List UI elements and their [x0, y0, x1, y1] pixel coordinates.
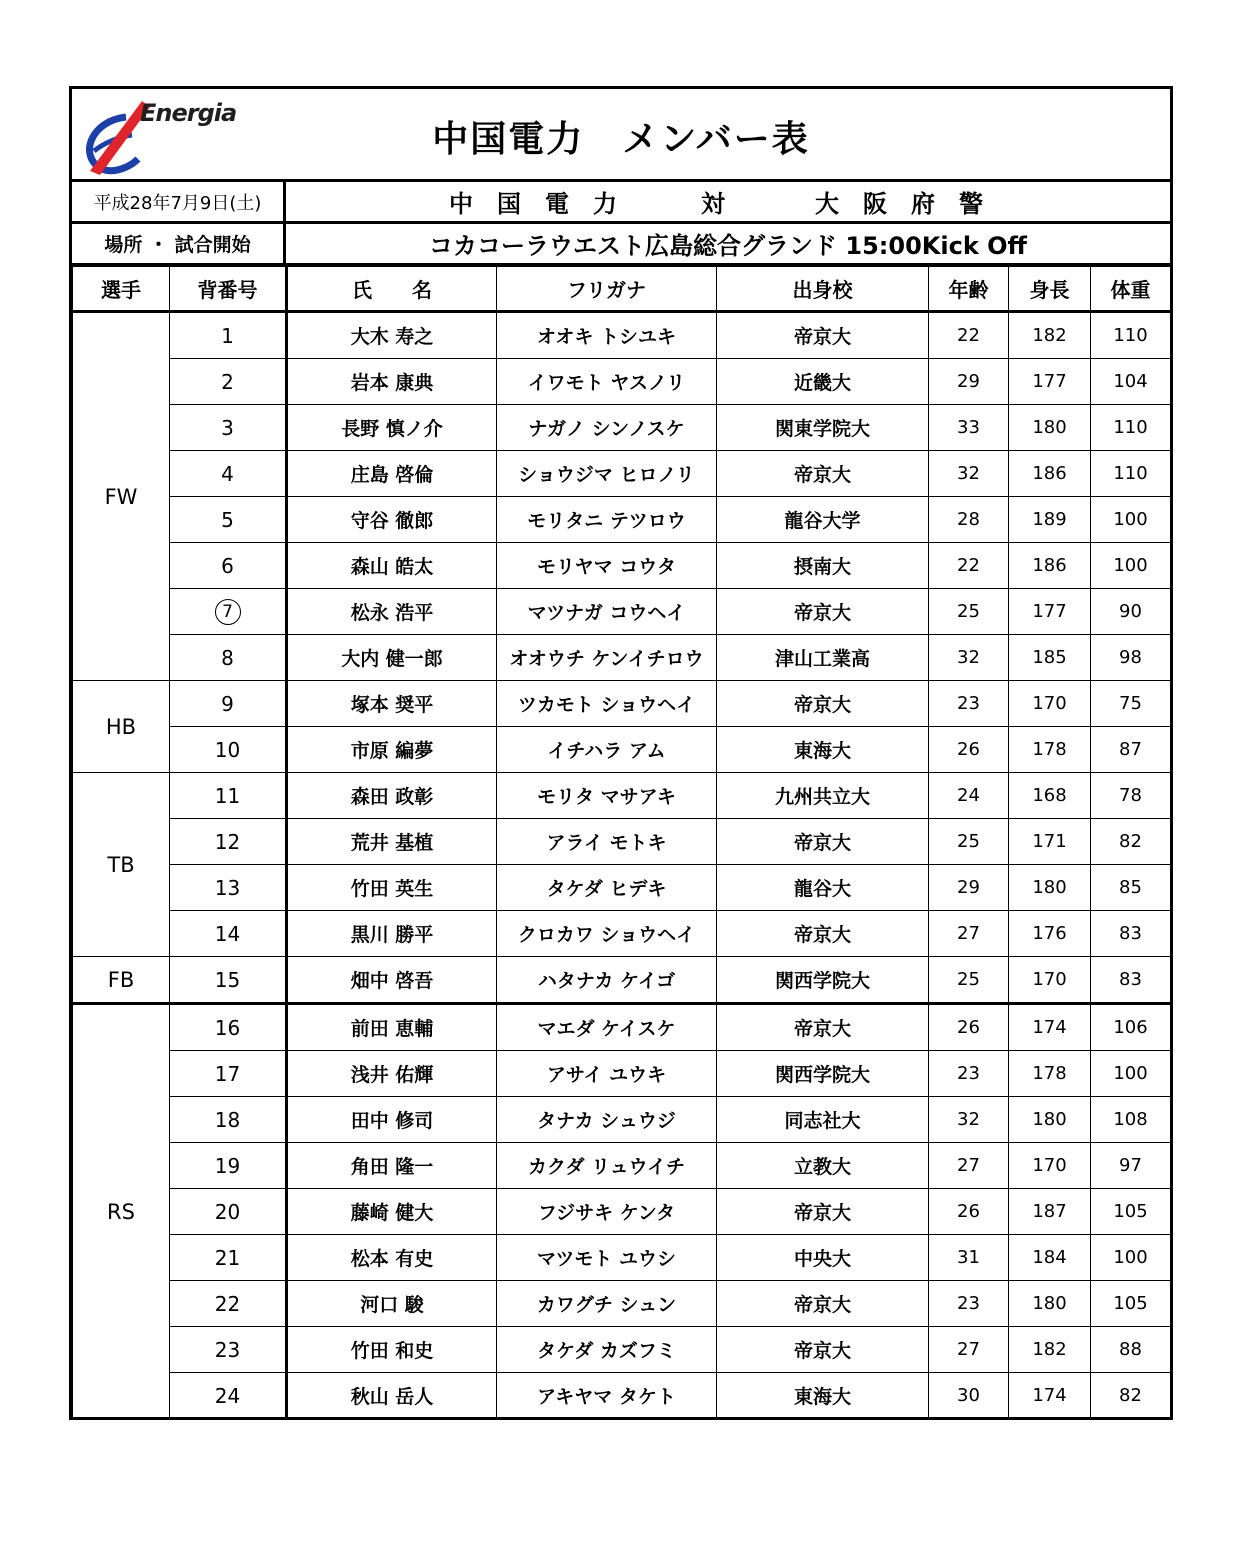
age-cell: 32	[929, 1097, 1009, 1143]
player-kana-cell: イワモト ヤスノリ	[497, 359, 717, 405]
table-row	[73, 359, 1171, 405]
weight-cell: 106	[1091, 1004, 1171, 1051]
school-cell: 龍谷大学	[717, 497, 929, 543]
jersey-number-cell: 8	[170, 635, 287, 681]
jersey-number-cell: 22	[170, 1281, 287, 1327]
player-kana-cell: ハタナカ ケイゴ	[497, 957, 717, 1004]
col-weight: 体重	[1091, 267, 1171, 312]
age-cell: 27	[929, 1327, 1009, 1373]
weight-cell: 83	[1091, 957, 1171, 1004]
player-name-cell: 塚本 奨平	[287, 681, 497, 727]
player-name-cell: 岩本 康典	[287, 359, 497, 405]
weight-cell: 98	[1091, 635, 1171, 681]
player-name-cell: 藤崎 健大	[287, 1189, 497, 1235]
age-cell: 23	[929, 681, 1009, 727]
height-cell: 177	[1009, 359, 1091, 405]
age-cell: 25	[929, 819, 1009, 865]
jersey-number-cell: 23	[170, 1327, 287, 1373]
player-kana-cell: カワグチ シュン	[497, 1281, 717, 1327]
col-position: 選手	[73, 267, 170, 312]
table-row	[73, 865, 1171, 911]
player-kana-cell: マエダ ケイスケ	[497, 1004, 717, 1051]
table-row	[73, 543, 1171, 589]
jersey-number-cell: 16	[170, 1004, 287, 1051]
school-cell: 帝京大	[717, 312, 929, 359]
table-row	[73, 1235, 1171, 1281]
jersey-number-cell: 6	[170, 543, 287, 589]
table-row	[73, 773, 1171, 819]
player-name-cell: 森山 皓太	[287, 543, 497, 589]
position-cell: TB	[73, 773, 170, 957]
player-name-cell: 松永 浩平	[287, 589, 497, 635]
school-cell: 東海大	[717, 727, 929, 773]
page-title: 中国電力 メンバー表	[432, 119, 810, 160]
player-kana-cell: ショウジマ ヒロノリ	[497, 451, 717, 497]
away-team: 大阪府警	[815, 190, 1007, 218]
weight-cell: 100	[1091, 1235, 1171, 1281]
player-kana-cell: アライ モトキ	[497, 819, 717, 865]
logo-text: Energia	[140, 99, 237, 127]
table-row	[73, 957, 1171, 1004]
school-cell: 龍谷大	[717, 865, 929, 911]
height-cell: 185	[1009, 635, 1091, 681]
position-cell: HB	[73, 681, 170, 773]
player-kana-cell: タケダ ヒデキ	[497, 865, 717, 911]
weight-cell: 104	[1091, 359, 1171, 405]
col-school: 出身校	[717, 267, 929, 312]
title-row	[72, 89, 1170, 182]
school-cell: 東海大	[717, 1373, 929, 1419]
school-cell: 関東学院大	[717, 405, 929, 451]
player-name-cell: 市原 編夢	[287, 727, 497, 773]
age-cell: 26	[929, 727, 1009, 773]
height-cell: 189	[1009, 497, 1091, 543]
player-name-cell: 荒井 基植	[287, 819, 497, 865]
weight-cell: 110	[1091, 451, 1171, 497]
player-name-cell: 黒川 勝平	[287, 911, 497, 957]
player-name-cell: 河口 駿	[287, 1281, 497, 1327]
age-cell: 32	[929, 635, 1009, 681]
versus-label: 対	[701, 190, 725, 218]
jersey-number-cell: 12	[170, 819, 287, 865]
weight-cell: 90	[1091, 589, 1171, 635]
player-name-cell: 角田 隆一	[287, 1143, 497, 1189]
age-cell: 28	[929, 497, 1009, 543]
roster-table	[72, 266, 1171, 1419]
table-row	[73, 451, 1171, 497]
jersey-number-cell: 4	[170, 451, 287, 497]
position-cell: FB	[73, 957, 170, 1004]
jersey-number-cell: 2	[170, 359, 287, 405]
weight-cell: 108	[1091, 1097, 1171, 1143]
age-cell: 25	[929, 957, 1009, 1004]
height-cell: 171	[1009, 819, 1091, 865]
col-number: 背番号	[170, 267, 287, 312]
age-cell: 33	[929, 405, 1009, 451]
venue-row	[72, 224, 1170, 266]
school-cell: 帝京大	[717, 1004, 929, 1051]
height-cell: 170	[1009, 1143, 1091, 1189]
player-name-cell: 秋山 岳人	[287, 1373, 497, 1419]
age-cell: 25	[929, 589, 1009, 635]
player-kana-cell: モリタニ テツロウ	[497, 497, 717, 543]
age-cell: 22	[929, 312, 1009, 359]
venue-label: 場所 ・ 試合開始	[72, 224, 286, 263]
school-cell: 帝京大	[717, 451, 929, 497]
age-cell: 31	[929, 1235, 1009, 1281]
age-cell: 29	[929, 359, 1009, 405]
player-kana-cell: ツカモト ショウヘイ	[497, 681, 717, 727]
player-name-cell: 庄島 啓倫	[287, 451, 497, 497]
jersey-number-cell: 21	[170, 1235, 287, 1281]
player-kana-cell: クロカワ ショウヘイ	[497, 911, 717, 957]
jersey-number-cell: 17	[170, 1051, 287, 1097]
roster-body	[73, 312, 1171, 1419]
school-cell: 同志社大	[717, 1097, 929, 1143]
school-cell: 帝京大	[717, 681, 929, 727]
weight-cell: 82	[1091, 819, 1171, 865]
table-row	[73, 589, 1171, 635]
school-cell: 帝京大	[717, 589, 929, 635]
jersey-number-cell: 3	[170, 405, 287, 451]
table-row	[73, 312, 1171, 359]
player-kana-cell: アキヤマ タケト	[497, 1373, 717, 1419]
school-cell: 摂南大	[717, 543, 929, 589]
school-cell: 関西学院大	[717, 1051, 929, 1097]
jersey-number-cell: 13	[170, 865, 287, 911]
school-cell: 立教大	[717, 1143, 929, 1189]
weight-cell: 97	[1091, 1143, 1171, 1189]
player-name-cell: 畑中 啓吾	[287, 957, 497, 1004]
player-kana-cell: モリヤマ コウタ	[497, 543, 717, 589]
jersey-number-cell: 1	[170, 312, 287, 359]
player-name-cell: 竹田 和史	[287, 1327, 497, 1373]
weight-cell: 87	[1091, 727, 1171, 773]
age-cell: 26	[929, 1189, 1009, 1235]
height-cell: 180	[1009, 1097, 1091, 1143]
player-kana-cell: フジサキ ケンタ	[497, 1189, 717, 1235]
table-row	[73, 681, 1171, 727]
table-row	[73, 1051, 1171, 1097]
height-cell: 176	[1009, 911, 1091, 957]
school-cell: 帝京大	[717, 911, 929, 957]
venue-value: コカコーラウエスト広島総合グランド 15:00Kick Off	[429, 232, 1027, 260]
weight-cell: 105	[1091, 1189, 1171, 1235]
weight-cell: 82	[1091, 1373, 1171, 1419]
height-cell: 184	[1009, 1235, 1091, 1281]
player-kana-cell: オオウチ ケンイチロウ	[497, 635, 717, 681]
height-cell: 178	[1009, 727, 1091, 773]
weight-cell: 88	[1091, 1327, 1171, 1373]
height-cell: 174	[1009, 1004, 1091, 1051]
player-kana-cell: タナカ シュウジ	[497, 1097, 717, 1143]
height-cell: 180	[1009, 1281, 1091, 1327]
age-cell: 22	[929, 543, 1009, 589]
player-name-cell: 大内 健一郎	[287, 635, 497, 681]
player-name-cell: 田中 修司	[287, 1097, 497, 1143]
height-cell: 180	[1009, 865, 1091, 911]
height-cell: 186	[1009, 451, 1091, 497]
player-kana-cell: モリタ マサアキ	[497, 773, 717, 819]
table-row	[73, 405, 1171, 451]
table-row	[73, 911, 1171, 957]
home-team: 中国電力	[449, 190, 641, 218]
match-row	[72, 182, 1170, 224]
table-row	[73, 819, 1171, 865]
jersey-number-cell	[170, 589, 287, 635]
weight-cell: 100	[1091, 1051, 1171, 1097]
school-cell: 帝京大	[717, 819, 929, 865]
jersey-number-cell: 20	[170, 1189, 287, 1235]
jersey-number-cell: 11	[170, 773, 287, 819]
weight-cell: 100	[1091, 497, 1171, 543]
height-cell: 170	[1009, 681, 1091, 727]
table-row	[73, 1004, 1171, 1051]
height-cell: 177	[1009, 589, 1091, 635]
age-cell: 23	[929, 1051, 1009, 1097]
jersey-number-cell: 14	[170, 911, 287, 957]
school-cell: 津山工業高	[717, 635, 929, 681]
table-row	[73, 497, 1171, 543]
age-cell: 30	[929, 1373, 1009, 1419]
col-kana: フリガナ	[497, 267, 717, 312]
age-cell: 23	[929, 1281, 1009, 1327]
table-header-row	[73, 267, 1171, 312]
height-cell: 180	[1009, 405, 1091, 451]
age-cell: 29	[929, 865, 1009, 911]
table-row	[73, 1097, 1171, 1143]
player-kana-cell: アサイ ユウキ	[497, 1051, 717, 1097]
jersey-number-cell: 9	[170, 681, 287, 727]
player-kana-cell: マツモト ユウシ	[497, 1235, 717, 1281]
col-height: 身長	[1009, 267, 1091, 312]
height-cell: 186	[1009, 543, 1091, 589]
table-row	[73, 1143, 1171, 1189]
player-name-cell: 大木 寿之	[287, 312, 497, 359]
jersey-number-cell: 19	[170, 1143, 287, 1189]
captain-number-badge: 7	[215, 599, 241, 625]
height-cell: 187	[1009, 1189, 1091, 1235]
player-name-cell: 松本 有史	[287, 1235, 497, 1281]
player-name-cell: 浅井 佑輝	[287, 1051, 497, 1097]
weight-cell: 85	[1091, 865, 1171, 911]
match-teams	[286, 182, 1170, 221]
school-cell: 中央大	[717, 1235, 929, 1281]
jersey-number-cell: 24	[170, 1373, 287, 1419]
weight-cell: 110	[1091, 405, 1171, 451]
school-cell: 九州共立大	[717, 773, 929, 819]
player-name-cell: 森田 政彰	[287, 773, 497, 819]
player-name-cell: 長野 慎ノ介	[287, 405, 497, 451]
table-row	[73, 727, 1171, 773]
school-cell: 関西学院大	[717, 957, 929, 1004]
date-label: 平成28年7月9日(土)	[72, 182, 286, 221]
member-sheet	[69, 86, 1173, 1420]
player-kana-cell: カクダ リュウイチ	[497, 1143, 717, 1189]
age-cell: 24	[929, 773, 1009, 819]
school-cell: 近畿大	[717, 359, 929, 405]
player-name-cell: 守谷 徹郎	[287, 497, 497, 543]
age-cell: 26	[929, 1004, 1009, 1051]
player-kana-cell: オオキ トシユキ	[497, 312, 717, 359]
player-name-cell: 前田 恵輔	[287, 1004, 497, 1051]
player-kana-cell: タケダ カズフミ	[497, 1327, 717, 1373]
height-cell: 182	[1009, 312, 1091, 359]
table-row	[73, 1281, 1171, 1327]
height-cell: 182	[1009, 1327, 1091, 1373]
height-cell: 168	[1009, 773, 1091, 819]
player-name-cell: 竹田 英生	[287, 865, 497, 911]
position-cell: RS	[73, 1004, 170, 1419]
weight-cell: 110	[1091, 312, 1171, 359]
weight-cell: 78	[1091, 773, 1171, 819]
jersey-number-cell: 10	[170, 727, 287, 773]
school-cell: 帝京大	[717, 1281, 929, 1327]
col-age: 年齢	[929, 267, 1009, 312]
col-name: 氏 名	[287, 267, 497, 312]
table-row	[73, 1373, 1171, 1419]
table-row	[73, 1189, 1171, 1235]
jersey-number-cell: 15	[170, 957, 287, 1004]
player-kana-cell: マツナガ コウヘイ	[497, 589, 717, 635]
jersey-number-cell: 5	[170, 497, 287, 543]
weight-cell: 105	[1091, 1281, 1171, 1327]
height-cell: 170	[1009, 957, 1091, 1004]
player-kana-cell: イチハラ アム	[497, 727, 717, 773]
player-kana-cell: ナガノ シンノスケ	[497, 405, 717, 451]
height-cell: 174	[1009, 1373, 1091, 1419]
age-cell: 27	[929, 911, 1009, 957]
table-row	[73, 635, 1171, 681]
age-cell: 27	[929, 1143, 1009, 1189]
weight-cell: 100	[1091, 543, 1171, 589]
height-cell: 178	[1009, 1051, 1091, 1097]
weight-cell: 75	[1091, 681, 1171, 727]
weight-cell: 83	[1091, 911, 1171, 957]
jersey-number-cell: 18	[170, 1097, 287, 1143]
position-cell: FW	[73, 312, 170, 681]
table-row	[73, 1327, 1171, 1373]
school-cell: 帝京大	[717, 1189, 929, 1235]
age-cell: 32	[929, 451, 1009, 497]
school-cell: 帝京大	[717, 1327, 929, 1373]
